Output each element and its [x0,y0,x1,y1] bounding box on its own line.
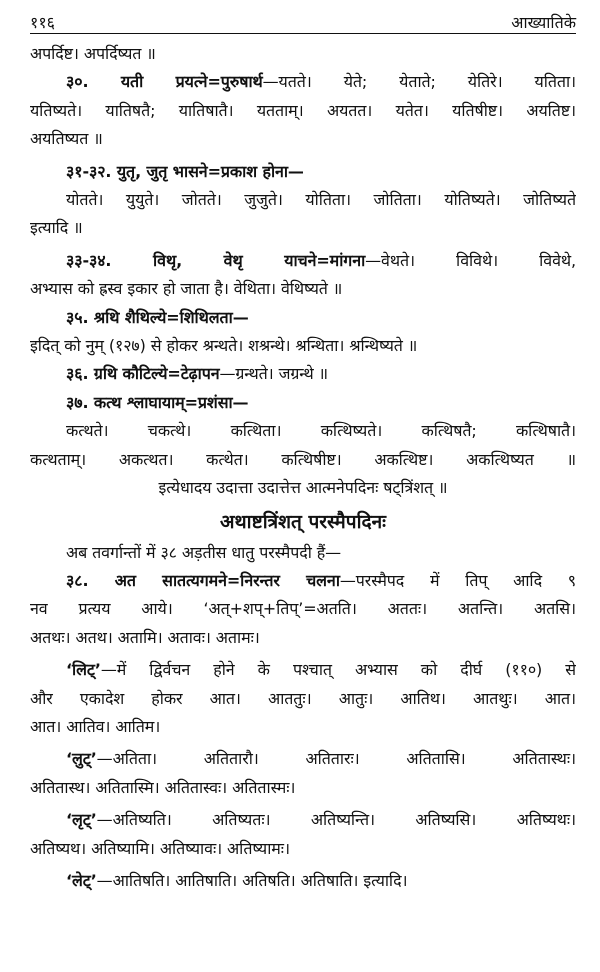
lit-paragraph: ‘लिट्’—में द्विर्वचन होने के पश्चात् अभ्यास को दीर्घ (११०) से [66,660,576,680]
entry-31-32-heading [30,158,576,186]
text-line: अभ्यास को ह्रस्व इकार हो जाता है। वेथिता। वेथिष्यते ॥ [30,279,343,299]
text-line: यतिष्यते। यातिषतै; यातिषातै। यतताम्। अयतत। यतेत। यतिषीष्ट। अयतिष्ट। [30,100,576,120]
text-line: कत्थते। चकत्थे। कत्थिता। कत्थिष्यते। कत्थिषतै; कत्थिषातै। [66,421,576,441]
lakara-label: ‘लिट्’ [66,660,101,680]
page-body [30,34,576,895]
entry-30-heading: ३०. यती प्रयत्ने=पुरुषार्थ—यतते। येते; येताते; येतिरे। यतिता। [66,72,576,92]
text-line: इत्यादि ॥ [30,218,83,238]
entry-36-heading: ३६. ग्रथि कौटिल्ये=टेढ़ापन—ग्रन्थते। जग्रन्थे ॥ [66,364,329,384]
text-line: अपर्दिष्ट। अपर्दिष्यत ॥ [30,44,156,63]
text-line: इदित् को नुम् (१२७) से होकर श्रन्थते। शश्रन्थे। श्रन्थिता। श्रन्थिष्यते ॥ [30,336,418,356]
text-line: अतितास्थ। अतितास्मि। अतितास्वः। अतितास्मः। [30,777,296,797]
entry-title: ३१-३२. युतृ, जुतृ भासने=प्रकाश होना— [66,161,304,181]
text-line: अतिष्यथ। अतिष्यामि। अतिष्यावः। अतिष्यामः। [30,838,290,858]
entry-title: ३६. ग्रथि कौटिल्ये=टेढ़ापन [66,364,220,384]
text-line: कत्थताम्। अकत्थत। कत्थेत। कत्थिषीष्ट। अकत्थिष्ट। अकत्थिष्यत ॥ [30,449,576,469]
section-closing-line: इत्येधादय उदात्ता उदात्तेत्त आत्मनेपदिनः षट्त्रिंशत् ॥ [158,478,448,498]
text-line: योतते। युयुते। जोतते। जुजुते। योतिता। जोतिता। योतिष्यते। जोतिष्यते [66,190,576,210]
entry-title: ३३-३४. विथृ, वेथृ याचने=मांगना [66,250,366,270]
lrit-paragraph: ‘लृट्’—अतिष्यति। अतिष्यतः। अतिष्यन्ति। अतिष्यसि। अतिष्यथः। [66,810,576,830]
entry-35-heading [30,304,576,332]
entry-37-heading [30,389,576,417]
entry-33-34-heading: ३३-३४. विथृ, वेथृ याचने=मांगना—वेथते। विविथे। विवेथे, [66,250,576,270]
entry-title: ३०. यती प्रयत्ने=पुरुषार्थ [66,72,263,92]
text-line: और एकादेश होकर आत। आततुः। आतुः। आतिथ। आतथुः। आत। [30,688,576,708]
lakara-label: ‘लृट्’ [66,810,97,830]
page-header [30,0,576,34]
text-line: अतथः। अतथ। अतामि। अतावः। अतामः। [30,627,260,647]
lakara-label: ‘लुट्’ [66,749,97,769]
text-line: आत। आतिव। आतिम। [30,716,161,736]
running-title: आख्यातिके [511,13,576,32]
page-number: ११६ [30,13,55,32]
lut-paragraph: ‘लुट्’—अतिता। अतितारौ। अतितारः। अतितासि। अतितास्थः। [66,749,576,769]
entry-title: ३७. कत्थ श्लाघायाम्=प्रशंसा— [66,392,249,412]
entry-title: ३५. श्रथि शैथिल्ये=शिथिलता— [66,307,249,327]
entry-38-heading: ३८. अत सातत्यगमने=निरन्तर चलना—परस्मैपद में तिप् आदि ९ [66,570,576,590]
entry-title: ३८. अत सातत्यगमने=निरन्तर चलना [66,570,340,590]
section-title: अथाष्टत्रिंशत् परस्मैपदिनः [220,510,386,533]
lakara-label: ‘लेट्’ [66,870,97,890]
text-line: नव प्रत्यय आये। ‘अत्+शप्+तिप्’=अतति। अततः। अतन्ति। अतसि। [30,599,576,619]
let-paragraph: ‘लेट्’—आतिषति। आतिषाति। अतिषति। अतिषाति। इत्यादि। [66,870,408,890]
text-line: अयतिष्यत ॥ [30,129,103,149]
text-line: अब तवर्गान्तों में ३८ अड़तीस धातु परस्मैपदी हैं— [66,542,342,562]
